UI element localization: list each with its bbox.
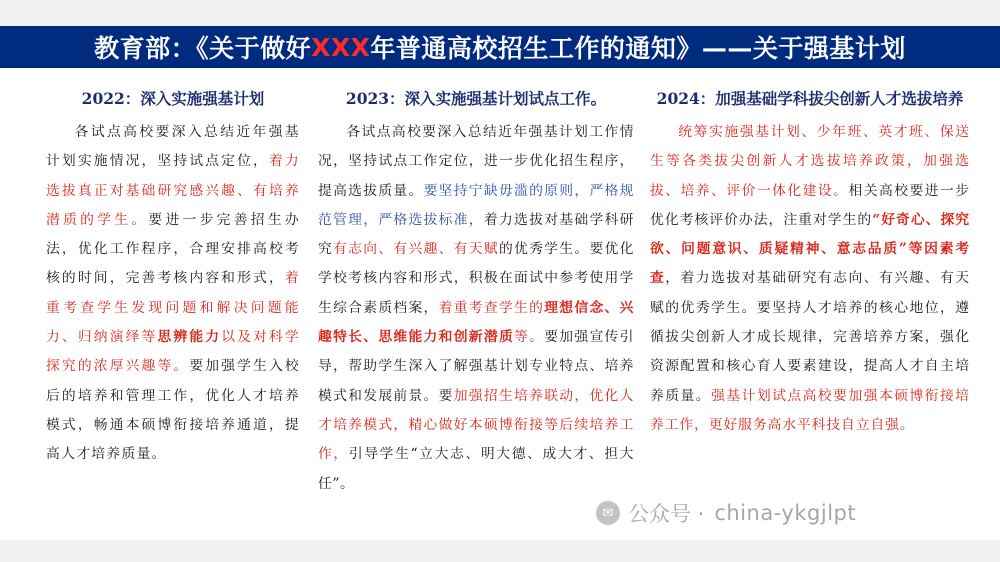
highlighted-text: 着重考查学生发现问题和解决问题能力、归纳演绎等 (46, 270, 300, 346)
body-text: 各试点高校要深入总结近年强基计划实施情况，坚持试点定位， (46, 124, 300, 170)
highlighted-text: 加强招生培养联动，优化人才培养模式，精心做好本硕博衔接等后续培养工作， (318, 387, 634, 463)
highlighted-text: 着力选拔真正对基础研究感兴趣、有培养潜质的学生。 (46, 153, 300, 228)
body-text: 要加强宣传引导，帮助学生深入了解强基计划专业特点、培养模式和发展前景。要 (318, 329, 634, 404)
column-heading: 2023：深入实施强基计划试点工作。 (345, 89, 607, 108)
title-highlight: XXX (311, 32, 371, 62)
highlighted-text: 着重考查学生的 (438, 299, 545, 316)
highlighted-text: 强基计划试点高校要加强本硕博衔接培养工作，更好服务高水平科技自立自强。 (650, 387, 970, 433)
watermark-id: china-ykgjlpt (714, 501, 857, 525)
column-body (46, 118, 300, 470)
watermark (596, 498, 856, 528)
title-suffix: 年普通高校招生工作的通知》——关于强基计划 (370, 34, 906, 63)
column-heading: 2022：深入实施强基计划 (81, 89, 265, 108)
highlighted-text: 等。 (514, 329, 545, 346)
body-text: 要进一步完善招生办法，优化工作程序，合理安排高校考核的时间，完善考核内容和形式， (46, 211, 300, 287)
column-2022 (46, 88, 300, 470)
highlighted-text: 有志向、有兴趣、有天赋 (333, 241, 499, 258)
body-text: 着力选拔对基础学科研究 (318, 211, 635, 258)
top-strip (0, 0, 1000, 26)
body-text: 相关高校要进一步优化考核评价办法，注重对学生的 (650, 182, 971, 228)
highlighted-text: 统筹实施强基计划、少年班、英才班、保送生等各类拔尖创新人才选拔培养政策，加强选拔、培养、评价一体化建设。 (650, 124, 970, 199)
highlighted-text: 思辨能力 (157, 329, 222, 346)
highlighted-text: 以及对科学探究的浓厚兴趣等。 (46, 329, 301, 375)
column-body (650, 118, 970, 440)
body-text: 的优秀学生。要优化学校考核内容和形式，积极在面试中参考使用学生综合素质档案， (318, 241, 634, 316)
watermark-label: 公众号 · (628, 502, 705, 526)
wechat-icon: ✉ (596, 501, 620, 525)
bottom-strip (0, 540, 1000, 562)
body-text: 各试点高校要深入总结近年强基计划工作情况，坚持试点工作定位，进一步优化招生程序，提高选拔质量。 (318, 124, 634, 199)
column-heading: 2024：加强基础学科拔尖创新人才选拔培养 (656, 89, 964, 108)
title-bar (0, 26, 1000, 68)
highlighted-text: “好奇心、探究欲、问题意识、质疑精神、意志品质”等因素考查 (650, 211, 970, 287)
column-2023 (318, 88, 634, 499)
body-text: ，着力选拔对基础研究有志向、有兴趣、有天赋的优秀学生。要坚持人才培养的核心地位，遵循拔尖创新人才成长规律，完善培养方案，强化资源配置和核心育人要素建设，提高人才自主培养质量。 (650, 270, 970, 404)
body-text: 引导学生“立大志、明大德、成大才、担大任”。 (318, 446, 635, 492)
highlighted-text: 要坚持宁缺毋滥的原则，严格规范管理，严格选拔标准， (318, 182, 634, 228)
title-prefix: 教育部：《关于做好 (94, 34, 312, 63)
highlighted-text: 理想信念、兴趣特长、思维能力和创新潜质 (318, 299, 634, 346)
body-text: 要加强学生入校后的培养和管理工作，优化人才培养模式，畅通本硕博衔接培养通道，提高人才培养质量。 (46, 358, 300, 463)
column-body (318, 118, 634, 499)
column-2024 (650, 88, 970, 440)
